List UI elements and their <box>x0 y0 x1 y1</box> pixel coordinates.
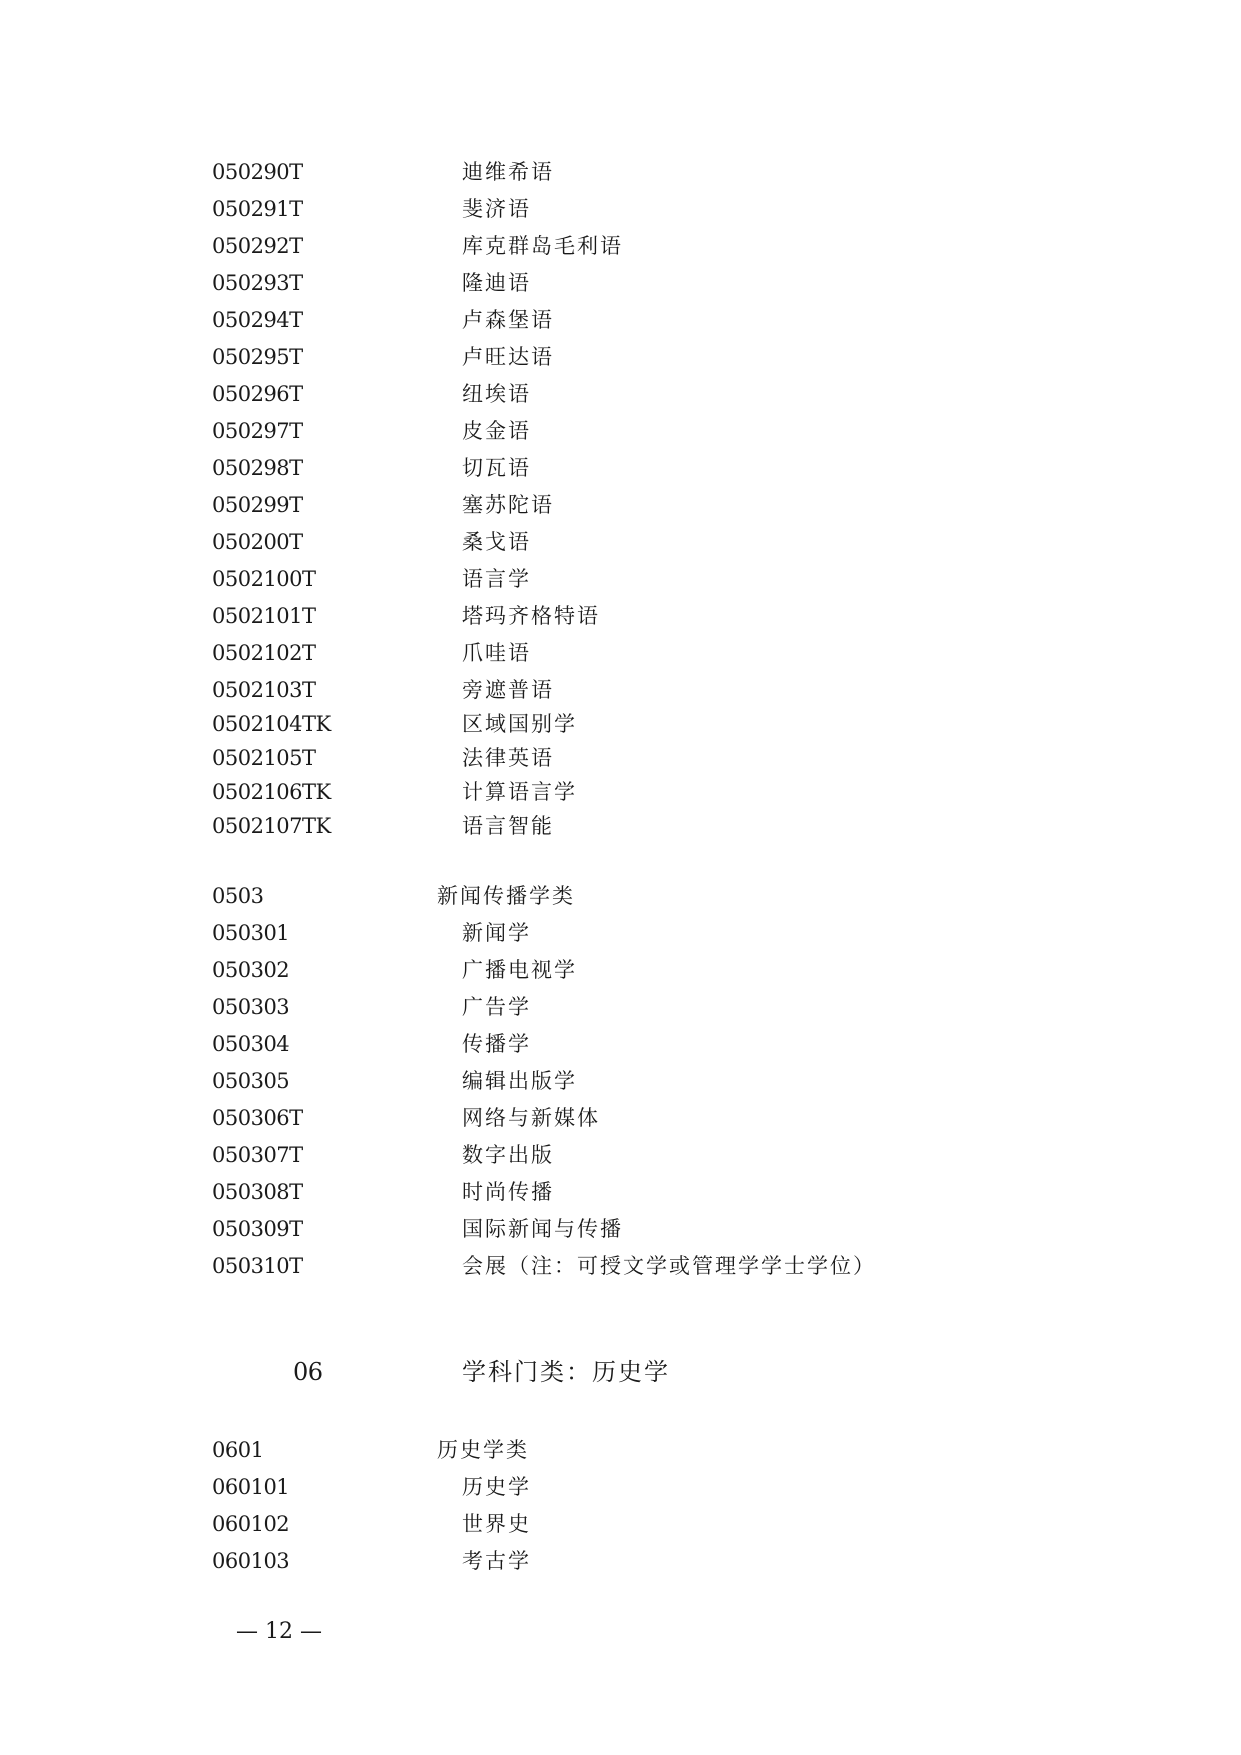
list-item <box>0 809 1241 843</box>
category-code: 0503 <box>212 884 264 908</box>
page-number: — 12 — <box>236 1619 322 1644</box>
major-name: 网络与新媒体 <box>462 1106 600 1130</box>
major-name: 数字出版 <box>462 1143 554 1167</box>
category-header <box>0 1433 1241 1467</box>
major-name: 库克群岛毛利语 <box>462 234 623 258</box>
major-code: 050305 <box>212 1069 290 1093</box>
major-code: 050310T <box>212 1254 303 1278</box>
list-item <box>0 340 1241 374</box>
major-name: 皮金语 <box>462 419 531 443</box>
major-name: 迪维希语 <box>462 160 554 184</box>
list-item <box>0 1544 1241 1578</box>
major-name: 新闻学 <box>462 921 531 945</box>
major-code: 0502103T <box>212 678 316 702</box>
major-name: 编辑出版学 <box>462 1069 577 1093</box>
major-name: 语言学 <box>462 567 531 591</box>
major-code: 050295T <box>212 345 303 369</box>
major-code: 050309T <box>212 1217 303 1241</box>
major-code: 050307T <box>212 1143 303 1167</box>
list-item <box>0 673 1241 707</box>
major-name: 语言智能 <box>462 814 554 838</box>
major-code: 050290T <box>212 160 303 184</box>
major-name: 爪哇语 <box>462 641 531 665</box>
major-name: 世界史 <box>462 1512 531 1536</box>
major-code: 050297T <box>212 419 303 443</box>
category-name: 新闻传播学类 <box>437 884 575 908</box>
major-name: 历史学 <box>462 1475 531 1499</box>
list-item <box>0 192 1241 226</box>
list-item <box>0 414 1241 448</box>
list-item <box>0 1027 1241 1061</box>
major-code: 0502106TK <box>212 780 331 804</box>
list-item <box>0 707 1241 741</box>
category-header <box>0 879 1241 913</box>
major-code: 050303 <box>212 995 290 1019</box>
major-code: 050293T <box>212 271 303 295</box>
major-name: 切瓦语 <box>462 456 531 480</box>
major-name: 广播电视学 <box>462 958 577 982</box>
list-item <box>0 775 1241 809</box>
major-name: 传播学 <box>462 1032 531 1056</box>
major-code: 050298T <box>212 456 303 480</box>
major-code: 050308T <box>212 1180 303 1204</box>
list-item <box>0 155 1241 189</box>
major-name: 纽埃语 <box>462 382 531 406</box>
list-item <box>0 1249 1241 1283</box>
list-item <box>0 525 1241 559</box>
major-name: 法律英语 <box>462 746 554 770</box>
major-code: 060101 <box>212 1475 290 1499</box>
major-name: 桑戈语 <box>462 530 531 554</box>
major-code: 0502101T <box>212 604 316 628</box>
list-item <box>0 1064 1241 1098</box>
major-name: 卢旺达语 <box>462 345 554 369</box>
major-code: 060102 <box>212 1512 290 1536</box>
list-item <box>0 1212 1241 1246</box>
major-name: 国际新闻与传播 <box>462 1217 623 1241</box>
list-item <box>0 1470 1241 1504</box>
list-item <box>0 562 1241 596</box>
major-code: 050304 <box>212 1032 290 1056</box>
major-code: 050291T <box>212 197 303 221</box>
major-name: 计算语言学 <box>462 780 577 804</box>
list-item <box>0 1101 1241 1135</box>
list-item <box>0 488 1241 522</box>
list-item <box>0 990 1241 1024</box>
major-name: 塞苏陀语 <box>462 493 554 517</box>
list-item <box>0 1507 1241 1541</box>
list-item <box>0 303 1241 337</box>
major-name: 卢森堡语 <box>462 308 554 332</box>
major-name: 隆迪语 <box>462 271 531 295</box>
major-code: 050200T <box>212 530 303 554</box>
major-code: 050296T <box>212 382 303 406</box>
major-name: 时尚传播 <box>462 1180 554 1204</box>
list-item <box>0 229 1241 263</box>
major-name: 广告学 <box>462 995 531 1019</box>
list-item <box>0 451 1241 485</box>
list-item <box>0 741 1241 775</box>
major-code: 050299T <box>212 493 303 517</box>
major-code: 050292T <box>212 234 303 258</box>
major-code: 050301 <box>212 921 290 945</box>
major-code: 0502104TK <box>212 712 331 736</box>
list-item <box>0 599 1241 633</box>
major-code: 050294T <box>212 308 303 332</box>
discipline-code: 06 <box>293 1358 323 1386</box>
discipline-name: 学科门类：历史学 <box>462 1358 670 1386</box>
list-item <box>0 1175 1241 1209</box>
list-item <box>0 953 1241 987</box>
major-code: 0502102T <box>212 641 316 665</box>
category-name: 历史学类 <box>437 1438 529 1462</box>
list-item <box>0 916 1241 950</box>
major-code: 050302 <box>212 958 290 982</box>
major-code: 0502107TK <box>212 814 331 838</box>
major-name: 考古学 <box>462 1549 531 1573</box>
major-name: 会展（注：可授文学或管理学学士学位） <box>462 1254 876 1278</box>
list-item <box>0 266 1241 300</box>
discipline-header <box>0 1352 1241 1392</box>
major-name: 区域国别学 <box>462 712 577 736</box>
list-item <box>0 636 1241 670</box>
major-code: 050306T <box>212 1106 303 1130</box>
major-name: 斐济语 <box>462 197 531 221</box>
list-item <box>0 377 1241 411</box>
category-code: 0601 <box>212 1438 264 1462</box>
major-code: 060103 <box>212 1549 290 1573</box>
major-code: 0502100T <box>212 567 316 591</box>
major-code: 0502105T <box>212 746 316 770</box>
list-item <box>0 1138 1241 1172</box>
major-name: 塔玛齐格特语 <box>462 604 600 628</box>
major-name: 旁遮普语 <box>462 678 554 702</box>
